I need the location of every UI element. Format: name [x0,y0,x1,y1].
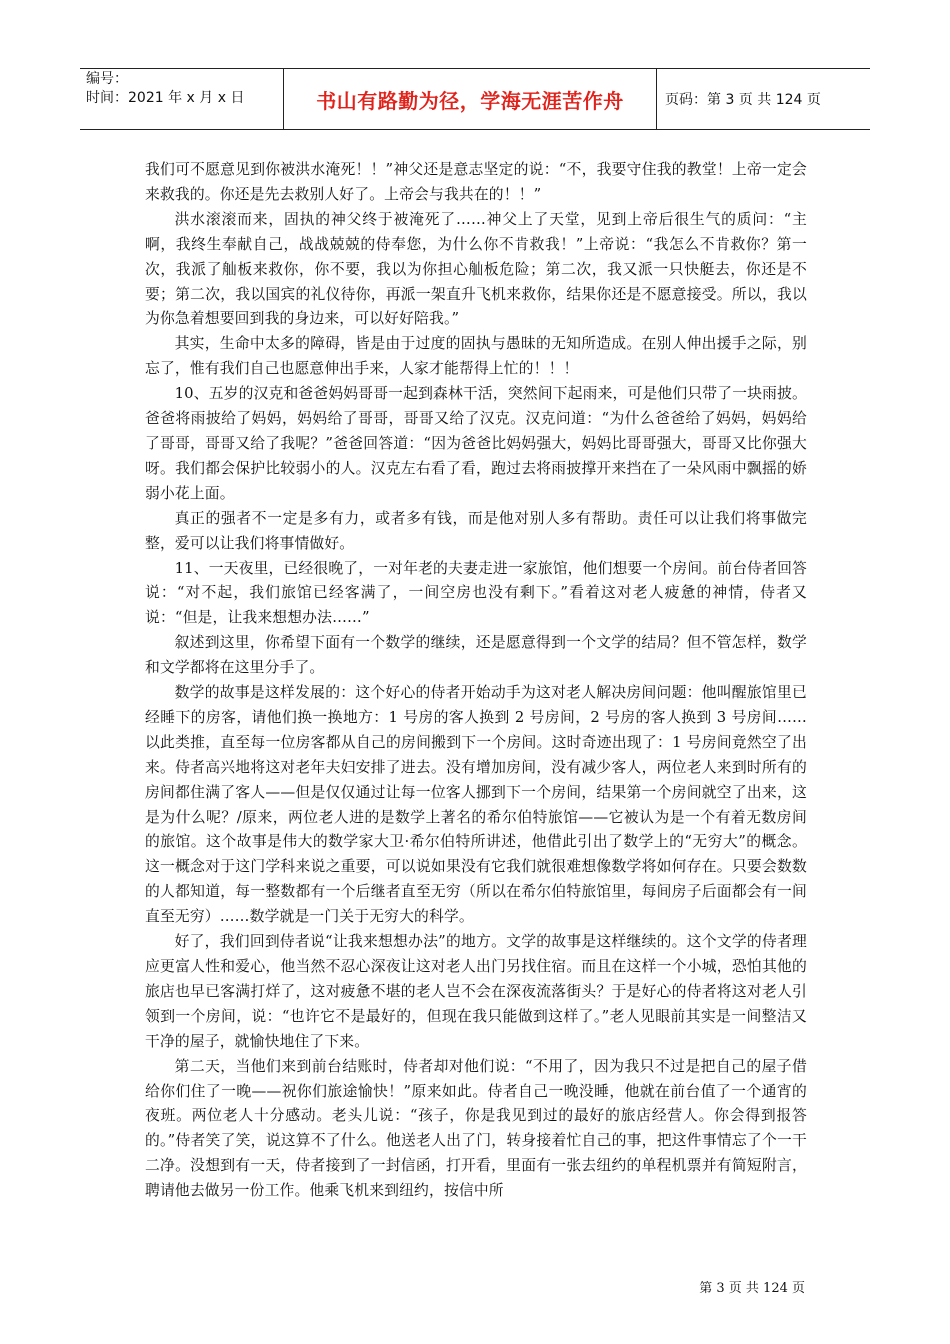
header-motto-cell [283,69,657,129]
header-page-cell [657,69,870,129]
paragraph: 11、一天夜里，已经很晚了，一对年老的夫妻走进一家旅馆，他们想要一个房间。前台侍者回答说：“对不起，我们旅馆已经客满了，一间空房也没有剩下。”看着这对老人疲惫的神情，侍者又说：“但是，让我来想想办法……” [145,559,807,627]
date-label: 时间：2021 年 x 月 x 日 [86,90,245,106]
paragraph: 我们可不愿意见到你被洪水淹死！！”神父还是意志坚定的说：“不，我要守住我的教堂！上帝一定会来救我的。你还是先去救别人好了。上帝会与我共在的！！” [145,161,807,203]
serial-label: 编号： [86,71,128,87]
paragraph: 10、五岁的汉克和爸爸妈妈哥哥一起到森林干活，突然间下起雨来，可是他们只带了一块雨披。爸爸将雨披给了妈妈，妈妈给了哥哥，哥哥又给了汉克。汉克问道：“为什么爸爸给了妈妈，妈妈给了哥哥，哥哥又给了我呢？”爸爸回答道：“因为爸爸比妈妈强大，妈妈比哥哥强大，哥哥又比你强大呀。我们都会保护比较弱小的人。汉克左右看了看，跑过去将雨披撑开来挡在了一朵风雨中飘摇的娇弱小花上面。 [145,385,807,502]
paragraph: 真正的强者不一定是多有力，或者多有钱，而是他对别人多有帮助。责任可以让我们将事做完整，爱可以让我们将事情做好。 [145,509,807,552]
paragraph: 其实，生命中太多的障碍，皆是由于过度的固执与愚昧的无知所造成。在别人伸出援手之际，别忘了，惟有我们自己也愿意伸出手来，人家才能帮得上忙的！！！ [145,335,807,378]
paragraph: 第二天，当他们来到前台结账时，侍者却对他们说：“不用了，因为我只不过是把自己的屋子借给你们住了一晚——祝你们旅途愉快！”原来如此。侍者自己一晚没睡，他就在前台值了一个通宵的夜班。两位老人十分感动。老头儿说：“孩子，你是我见到过的最好的旅店经营人。你会得到报答的。”侍者笑了笑，说这算不了什么。他送老人出了门，转身接着忙自己的事，把这件事情忘了个一干二净。没想到有一天，侍者接到了一封信函，打开看，里面有一张去纽约的单程机票并有简短附言，聘请他去做另一份工作。他乘飞机来到纽约，按信中所 [145,1057,807,1200]
footer-page-number: 第 3 页 共 124 页 [699,1281,805,1296]
header-page-number: 页码：第 3 页 共 124 页 [665,92,821,108]
header-meta [80,69,283,129]
paragraph: 洪水滚滚而来，固执的神父终于被淹死了……神父上了天堂，见到上帝后很生气的质问：“主啊，我终生奉献自己，战战兢兢的侍奉您，为什么你不肯救我！”上帝说：“我怎么不肯救你？第一次，我派了舢板来救你，你不要，我以为你担心舢板危险；第二次，我又派一只快艇去，你还是不要；第二次，我以国宾的礼仪待你，再派一架直升飞机来救你，结果你还是不愿意接受。所以，我以为你急着想要回到我的身边来，可以好好陪我。” [145,210,807,328]
paragraph: 数学的故事是这样发展的：这个好心的侍者开始动手为这对老人解决房间问题：他叫醒旅馆里已经睡下的房客，请他们换一换地方：1 号房的客人换到 2 号房间，2 号房的客人换到 3 号房间……以此类推，直至每一位房客都从自己的房间搬到下一个房间。这时奇迹出现了：1 号房间竟然空了出来。侍者高兴地将这对老年夫妇安排了进去。没有增加房间，没有减少客人，两位老人来到时所有的房间都住满了客人——但是仅仅通过让每一位客人挪到下一个房间，结果第一个房间就空了出来，这是为什么呢？/原来，两位老人进的是数学上著名的希尔伯特旅馆——它被认为是一个有着无数房间的旅馆。这个故事是伟大的数学家大卫·希尔伯特所讲述，他借此引出了数学上的“无穷大”的概念。这一概念对于这门学科来说之重要，可以说如果没有它我们就很难想像数学将如何存在。只要会数数的人都知道，每一整数都有一个后继者直至无穷（所以在希尔伯特旅馆里，每间房子后面都会有一间直至无穷）……数学就是一门关于无穷大的科学。 [145,684,807,926]
paragraph: 好了，我们回到侍者说“让我来想想办法”的地方。文学的故事是这样继续的。这个文学的侍者理应更富人性和爱心，他当然不忍心深夜让这对老人出门另找住宿。而且在这样一个小城，恐怕其他的旅店也早已客满打烊了，这对疲惫不堪的老人岂不会在深夜流落街头？于是好心的侍者将这对老人引领到一个房间，说：“也许它不是最好的，但现在我只能做到这样了。”老人见眼前其实是一间整洁又干净的屋子，就愉快地住了下来。 [145,933,807,1050]
document-body [145,158,807,1204]
motto: 书山有路勤为径，学海无涯苦作舟 [316,88,624,113]
page-header [80,68,870,130]
paragraph: 叙述到这里，你希望下面有一个数学的继续，还是愿意得到一个文学的结局？但不管怎样，数学和文学都将在这里分手了。 [145,634,807,677]
